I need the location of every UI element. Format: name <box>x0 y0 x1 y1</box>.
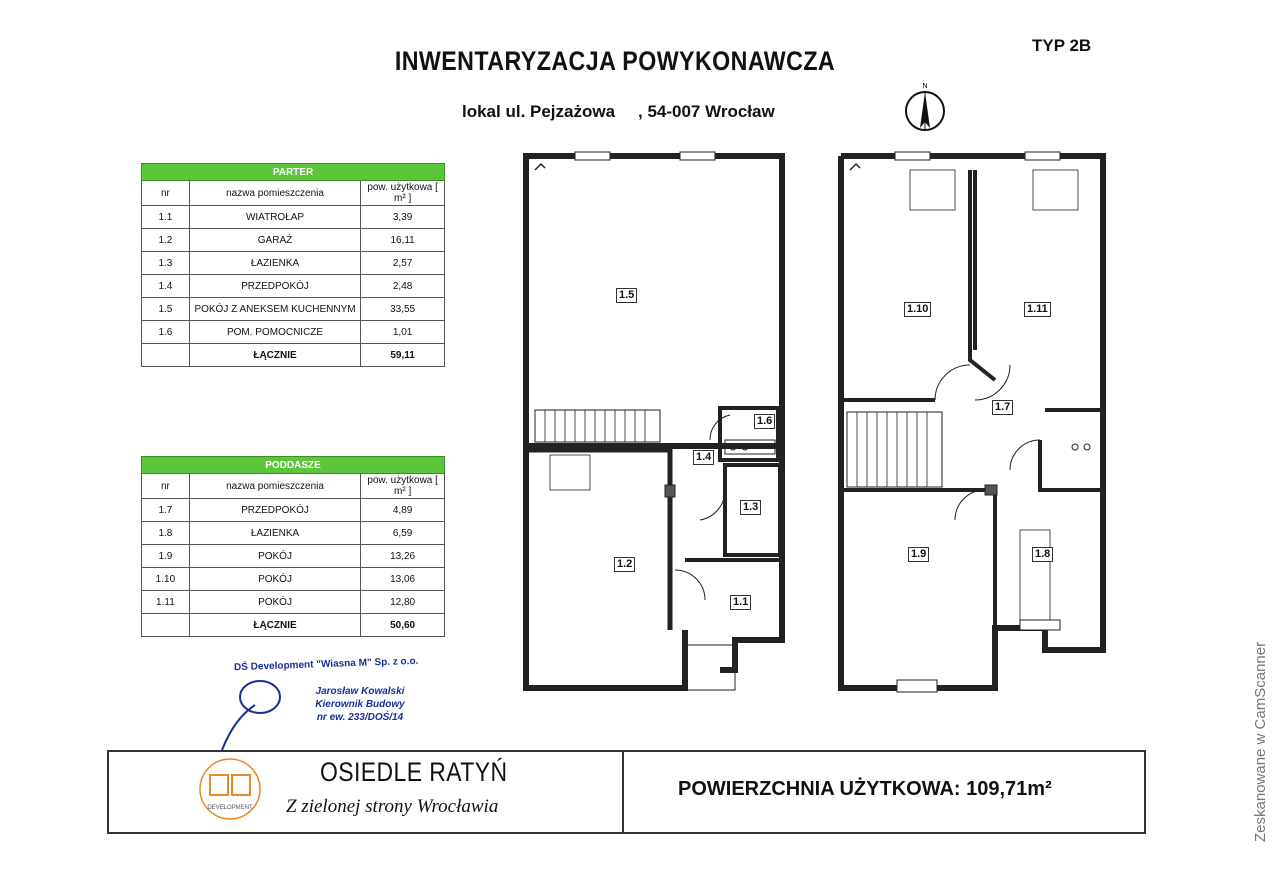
col-name: nazwa pomieszczenia <box>189 181 360 206</box>
stamp-person: Jarosław Kowalski <box>315 686 405 697</box>
room-label-1-7: 1.7 <box>992 400 1013 415</box>
table-row: 1.3 ŁAZIENKA 2,57 <box>142 252 445 275</box>
stamp-role: Kierownik Budowy <box>315 699 405 710</box>
poddasze-title: PODDASZE <box>142 457 445 474</box>
page-title: INWENTARYZACJA POWYKONAWCZA <box>394 46 836 76</box>
room-label-1-6: 1.6 <box>754 414 775 429</box>
estate-name: OSIEDLE RATYŃ <box>320 757 508 787</box>
total-area-label: POWIERZCHNIA UŻYTKOWA: 109,71m² <box>678 778 1052 800</box>
table-row: 1.5 POKÓJ Z ANEKSEM KUCHENNYM 33,55 <box>142 298 445 321</box>
room-label-1-2: 1.2 <box>614 557 635 572</box>
table-row: 1.1 WIATROŁAP 3,39 <box>142 206 445 229</box>
parter-table <box>141 163 445 367</box>
room-label-1-5: 1.5 <box>616 288 637 303</box>
table-row: 1.9 POKÓJ 13,26 <box>142 545 445 568</box>
room-label-1-10: 1.10 <box>904 302 931 317</box>
stamp-license: nr ew. 233/DOŚ/14 <box>316 712 404 723</box>
room-label-1-3: 1.3 <box>740 500 761 515</box>
col-nr: nr <box>142 181 190 206</box>
watermark: Zeskanowane w CamScanner <box>1252 641 1269 842</box>
col-nr: nr <box>142 474 190 499</box>
stamp-company: DŚ Development "Wiasna M" Sp. z o.o. <box>233 655 419 674</box>
table-row: 1.8 ŁAZIENKA 6,59 <box>142 522 445 545</box>
table-row: 1.10 POKÓJ 13,06 <box>142 568 445 591</box>
table-row: 1.4 PRZEDPOKÓJ 2,48 <box>142 275 445 298</box>
room-label-1-9: 1.9 <box>908 547 929 562</box>
table-row: 1.2 GARAŻ 16,11 <box>142 229 445 252</box>
type-label: TYP 2B <box>1032 36 1092 55</box>
col-area: pow. użytkowa [ m² ] <box>361 181 445 206</box>
stamp-signature <box>300 685 420 724</box>
room-label-1-4: 1.4 <box>693 450 714 465</box>
footer-divider <box>622 752 624 832</box>
north-arrow-icon <box>900 78 950 136</box>
col-area: pow. użytkowa [ m² ] <box>361 474 445 499</box>
parter-title: PARTER <box>142 164 445 181</box>
logo-text: DEVELOPMENT <box>207 805 253 811</box>
poddasze-table <box>141 456 445 637</box>
room-label-1-11: 1.11 <box>1024 302 1051 317</box>
room-label-1-8: 1.8 <box>1032 547 1053 562</box>
address-street: lokal ul. Pejzażowa <box>462 102 616 121</box>
attic-floor-plan <box>835 150 1110 695</box>
north-label: N <box>922 83 928 90</box>
address-city: , 54-007 Wrocław <box>638 102 775 121</box>
col-name: nazwa pomieszczenia <box>189 474 360 499</box>
company-logo-icon <box>190 757 270 825</box>
table-row: 1.7 PRZEDPOKÓJ 4,89 <box>142 499 445 522</box>
total-row: ŁĄCZNIE 50,60 <box>142 614 445 637</box>
room-label-1-1: 1.1 <box>730 595 751 610</box>
table-row: 1.11 POKÓJ 12,80 <box>142 591 445 614</box>
total-row: ŁĄCZNIE 59,11 <box>142 344 445 367</box>
estate-slogan: Z zielonej strony Wrocławia <box>286 796 499 817</box>
stamp-logo-icon <box>210 675 300 755</box>
table-row: 1.6 POM. POMOCNICZE 1,01 <box>142 321 445 344</box>
